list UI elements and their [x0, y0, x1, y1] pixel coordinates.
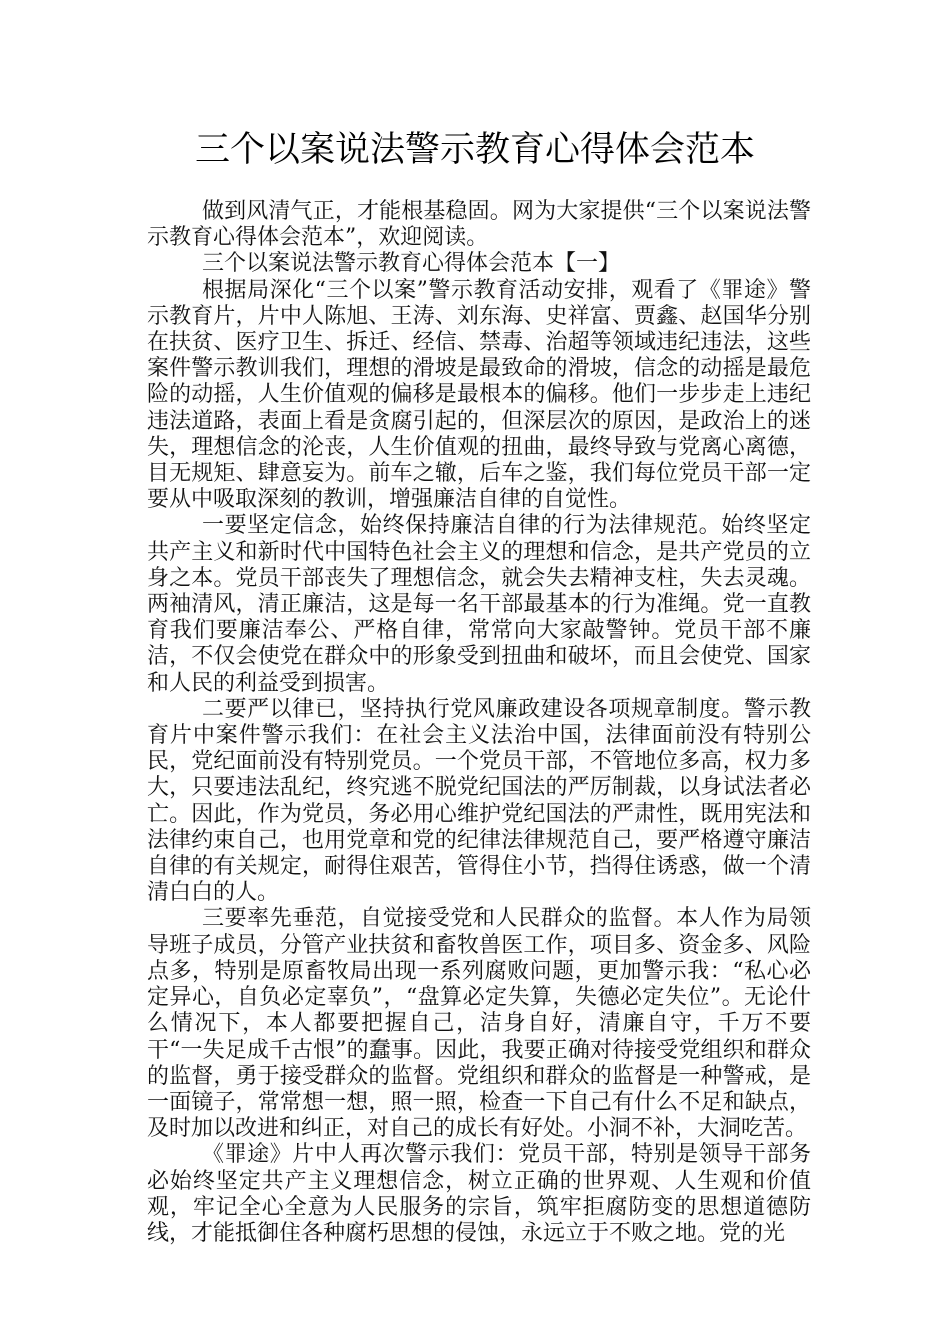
document-title: 三个以案说法警示教育心得体会范本 [194, 130, 755, 170]
document-body [147, 199, 811, 1247]
paragraph: 三要率先垂范，自觉接受党和人民群众的监督。本人作为局领导班子成员，分管产业扶贫和畜牧兽医工作，项目多、资金多、风险点多，特别是原畜牧局出现一系列腐败问题，更加警示我：“私心必定异心，自负必定辜负”，“盘算必定失算，失德必定失位”。无论什么情况下，本人都要把握自己，洁身自好，清廉自守，千万不要干“一失足成千古恨”的蠢事。因此，我要正确对待接受党组织和群众的监督，勇于接受群众的监督。党组织和群众的监督是一种警戒，是一面镜子，常常想一想，照一照，检查一下自己有什么不足和缺点，及时加以改进和纠正，对自己的成长有好处。小洞不补，大洞吃苦。 [147, 906, 811, 1142]
paragraph-section-heading: 三个以案说法警示教育心得体会范本【一】 [202, 251, 621, 277]
paragraph: 《罪途》片中人再次警示我们：党员干部，特别是领导干部务必始终坚定共产主义理想信念，树立正确的世界观、人生观和价值观，牢记全心全意为人民服务的宗旨，筑牢拒腐防变的思想道德防线，才能抵御住各种腐朽思想的侵蚀，永远立于不败之地。党的光 [147, 1142, 811, 1246]
paragraph: 二要严以律已，坚持执行党风廉政建设各项规章制度。警示教育片中案件警示我们：在社会主义法治中国，法律面前没有特别公民，党纪面前没有特别党员。一个党员干部，不管地位多高，权力多大，只要违法乱纪，终究逃不脱党纪国法的严厉制裁，以身试法者必亡。因此，作为党员，务必用心维护党纪国法的严肃性，既用宪法和法律约束自己，也用党章和党的纪律法律规范自己，要严格遵守廉洁自律的有关规定，耐得住艰苦，管得住小节，挡得住诱惑，做一个清清白白的人。 [147, 696, 811, 906]
paragraph-intro: 做到风清气正，才能根基稳固。网为大家提供“三个以案说法警示教育心得体会范本”，欢迎阅读。 [147, 199, 811, 251]
paragraph: 一要坚定信念，始终保持廉洁自律的行为法律规范。始终坚定共产主义和新时代中国特色社会主义的理想和信念，是共产党员的立身之本。党员干部丧失了理想信念，就会失去精神支柱，失去灵魂。两袖清风，清正廉洁，这是每一名干部最基本的行为准绳。党一直教育我们要廉洁奉公、严格自律，常常向大家敲警钟。党员干部不廉洁，不仅会使党在群众中的形象受到扭曲和破坏，而且会使党、国家和人民的利益受到损害。 [147, 513, 811, 696]
paragraph: 根据局深化“三个以案”警示教育活动安排，观看了《罪途》警示教育片，片中人陈旭、王涛、刘东海、史祥富、贾鑫、赵国华分别在扶贫、医疗卫生、拆迁、经信、禁毒、治超等领域违纪违法，这些案件警示教训我们，理想的滑坡是最致命的滑坡，信念的动摇是最危险的动摇，人生价值观的偏移是最根本的偏移。他们一步步走上违纪违法道路，表面上看是贪腐引起的，但深层次的原因，是政治上的迷失，理想信念的沦丧，人生价值观的扭曲，最终导致与党离心离德，目无规矩、肆意妄为。前车之辙，后车之鉴，我们每位党员干部一定要从中吸取深刻的教训，增强廉洁自律的自觉性。 [147, 277, 811, 513]
